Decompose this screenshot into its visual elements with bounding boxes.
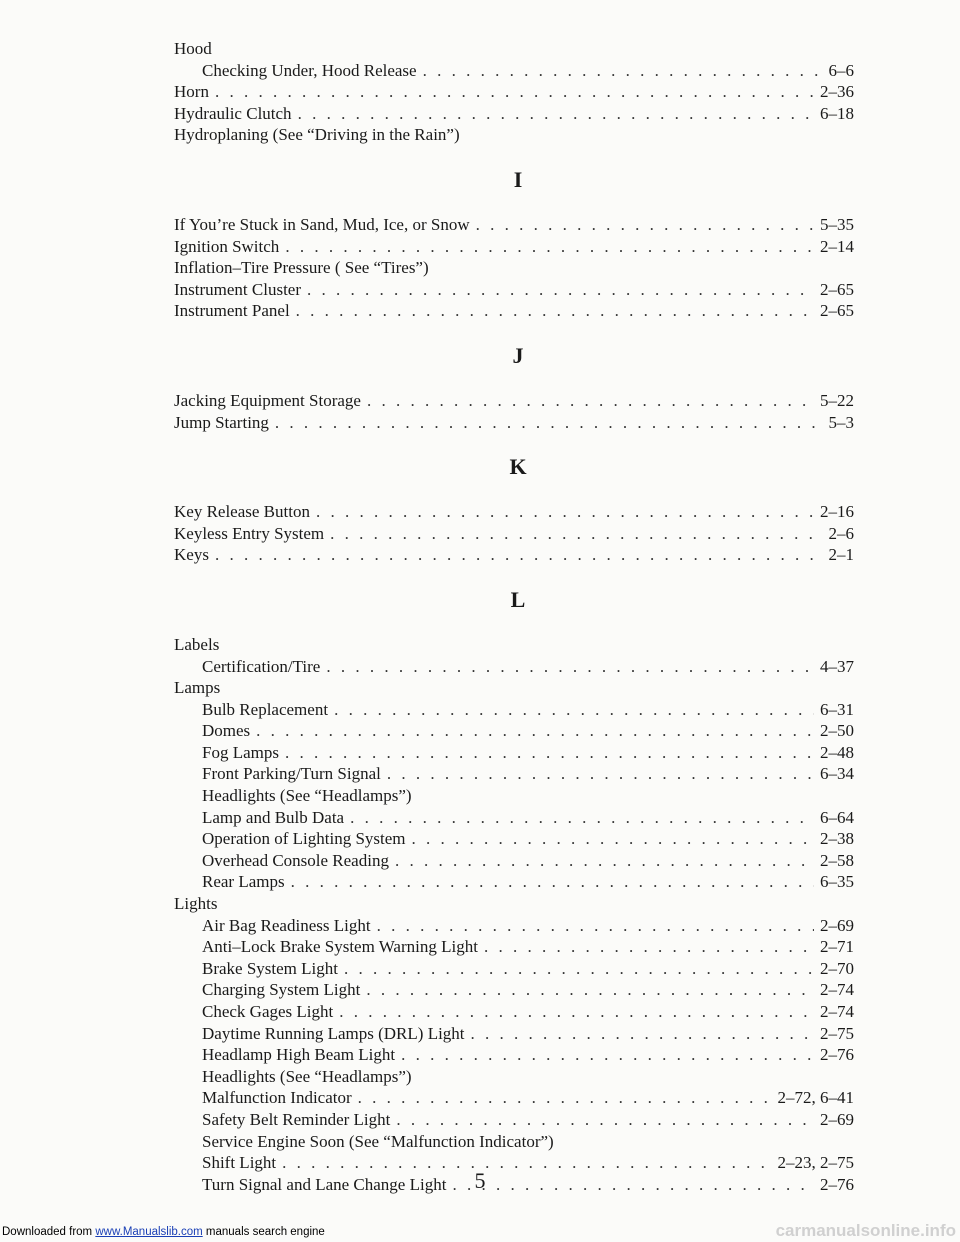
entry-page-ref: 2–14 [820, 236, 854, 256]
section-letter: L [510, 586, 526, 612]
index-entry [174, 523, 854, 545]
dot-leader [285, 742, 814, 764]
dot-leader [423, 60, 823, 82]
entry-page-ref: 2–76 [820, 1045, 854, 1065]
dot-leader [358, 1087, 772, 1109]
entry-text: Check Gages Light [202, 1002, 334, 1021]
index-entry [174, 279, 854, 301]
index-entry [174, 763, 854, 785]
index-entry [174, 828, 854, 850]
dot-leader [326, 656, 814, 678]
index-entry [174, 677, 854, 699]
dot-leader [215, 544, 823, 566]
entry-text: Labels [174, 634, 220, 654]
index-entry [174, 103, 854, 125]
dot-leader [395, 850, 814, 872]
entry-page-ref: 2–16 [820, 502, 854, 522]
entry-text: Operation of Lighting System [202, 829, 406, 849]
entry-text: Checking Under, Hood Release [202, 60, 417, 80]
entry-page-ref: 2–65 [820, 301, 854, 321]
dot-leader [366, 979, 814, 1001]
index-entry [174, 915, 854, 937]
entry-page-ref: 2–36 [820, 82, 854, 102]
dot-leader [471, 1023, 814, 1045]
entry-text: Headlights (See “Headlamps”) [202, 1066, 412, 1086]
entry-page-ref: 2–23, 2–75 [777, 1153, 854, 1173]
dot-leader [377, 915, 814, 937]
entry-text: Keys [174, 545, 209, 565]
entry-page-ref: 2–74 [820, 980, 854, 1000]
dot-leader [396, 1109, 814, 1131]
index-entry [174, 544, 854, 566]
index-entry [174, 38, 854, 60]
entry-text: Bulb Replacement [202, 699, 329, 719]
dot-leader [256, 720, 814, 742]
index-content [174, 38, 854, 1195]
dot-leader [350, 807, 814, 829]
dot-leader [412, 828, 814, 850]
index-entry [174, 1066, 854, 1088]
dot-leader [339, 1001, 814, 1023]
entry-page-ref: 2–71 [820, 937, 854, 957]
entry-page-ref: 5–3 [828, 412, 854, 432]
entry-text: Key Release Button [174, 502, 310, 522]
entry-text: Daytime Running Lamps (DRL) Light [202, 1023, 465, 1043]
entry-page-ref: 4–37 [820, 656, 854, 676]
entry-text: Instrument Panel [174, 301, 290, 321]
entry-text: Fog Lamps [202, 742, 279, 762]
index-entry [174, 214, 854, 236]
dot-leader [307, 279, 814, 301]
index-entry [174, 60, 854, 82]
dot-leader [387, 763, 814, 785]
entry-page-ref: 2–58 [820, 850, 854, 870]
entry-text: Instrument Cluster [174, 279, 302, 299]
entry-page-ref: 2–72, 6–41 [777, 1088, 854, 1108]
index-entry [174, 1087, 854, 1109]
index-entry [174, 958, 854, 980]
entry-text: Headlamp High Beam Light [202, 1045, 396, 1065]
index-entry [174, 893, 854, 915]
entry-text: Certification/Tire [202, 656, 321, 676]
entry-text: If You’re Stuck in Sand, Mud, Ice, or Snow [174, 214, 470, 234]
index-entry [174, 300, 854, 322]
dot-leader [291, 871, 814, 893]
entry-text: Hood [174, 39, 212, 58]
index-entry [174, 807, 854, 829]
entry-page-ref: 6–6 [828, 60, 854, 80]
entry-text: Lamps [174, 678, 221, 698]
entry-page-ref: 2–50 [820, 721, 854, 741]
dot-leader [275, 412, 823, 434]
dot-leader [367, 390, 814, 412]
index-entry [174, 236, 854, 258]
index-entry [174, 1023, 854, 1045]
entry-text: Domes [202, 721, 251, 741]
entry-text: Service Engine Soon (See “Malfunction Indicator”) [202, 1131, 554, 1151]
entry-text: Inflation–Tire Pressure ( See “Tires”) [174, 258, 429, 278]
entry-text: Headlights (See “Headlamps”) [202, 786, 412, 806]
entry-page-ref: 6–35 [820, 872, 854, 892]
index-entry [174, 1044, 854, 1066]
entry-page-ref: 2–70 [820, 958, 854, 978]
entry-text: Overhead Console Reading [202, 850, 389, 870]
download-footer [2, 1226, 325, 1238]
entry-page-ref: 2–76 [820, 1174, 854, 1194]
dot-leader [330, 523, 822, 545]
dot-leader [296, 300, 814, 322]
entry-text: Front Parking/Turn Signal [202, 764, 381, 784]
section-letter: K [509, 454, 527, 480]
entry-page-ref: 6–18 [820, 103, 854, 123]
page-number: 5 [474, 1168, 486, 1193]
entry-text: Jacking Equipment Storage [174, 390, 361, 410]
index-entry [174, 501, 854, 523]
entry-text: Safety Belt Reminder Light [202, 1109, 391, 1129]
index-entry [174, 785, 854, 807]
dot-leader [298, 103, 814, 125]
entry-text: Lamp and Bulb Data [202, 807, 345, 827]
entry-text: Malfunction Indicator [202, 1088, 352, 1108]
entry-page-ref: 6–64 [820, 807, 854, 827]
entry-page-ref: 2–69 [820, 915, 854, 935]
section-letter: I [513, 166, 523, 192]
entry-page-ref: 5–22 [820, 390, 854, 410]
dot-leader [215, 81, 814, 103]
index-entry [174, 1131, 854, 1153]
index-entry [174, 81, 854, 103]
manualslib-link[interactable]: www.Manualslib.com [95, 1226, 203, 1238]
entry-page-ref: 5–35 [820, 214, 854, 234]
dot-leader [484, 936, 814, 958]
entry-text: Horn [174, 82, 209, 102]
index-entry [174, 699, 854, 721]
entry-text: Jump Starting [174, 412, 269, 432]
entry-page-ref: 2–38 [820, 829, 854, 849]
entry-text: Air Bag Readiness Light [202, 915, 371, 935]
entry-text: Hydroplaning (See “Driving in the Rain”) [174, 125, 460, 145]
entry-text: Brake System Light [202, 958, 338, 978]
entry-text: Rear Lamps [202, 872, 285, 892]
dot-leader [285, 236, 814, 258]
watermark-text: carmanualsonline.info [775, 1221, 956, 1240]
index-entry [174, 871, 854, 893]
entry-page-ref: 2–74 [820, 1002, 854, 1021]
footer-suffix-text: manuals search engine [202, 1226, 325, 1238]
index-entry [174, 412, 854, 434]
dot-leader [334, 699, 814, 721]
section-letter: J [512, 342, 524, 368]
index-entry [174, 979, 854, 1001]
entry-text: Hydraulic Clutch [174, 103, 292, 123]
entry-text: Charging System Light [202, 980, 361, 1000]
entry-page-ref: 6–31 [820, 699, 854, 719]
dot-leader [401, 1044, 814, 1066]
index-entry [174, 1109, 854, 1131]
index-entry [174, 1001, 854, 1023]
index-entry [174, 124, 854, 146]
index-entry [174, 720, 854, 742]
entry-page-ref: 2–65 [820, 279, 854, 299]
entry-text: Anti–Lock Brake System Warning Light [202, 937, 478, 957]
entry-page-ref: 2–1 [828, 545, 854, 565]
dot-leader [344, 958, 814, 980]
index-entry [174, 850, 854, 872]
index-entry [174, 936, 854, 958]
index-entry [174, 742, 854, 764]
entry-page-ref: 2–6 [828, 523, 854, 543]
entry-page-ref: 2–75 [820, 1023, 854, 1043]
dot-leader [476, 214, 814, 236]
entry-text: Lights [174, 894, 218, 914]
entry-text: Ignition Switch [174, 236, 280, 256]
index-entry [174, 634, 854, 656]
entry-page-ref: 6–34 [820, 764, 854, 784]
entry-text: Turn Signal and Lane Change Light [202, 1174, 447, 1194]
entry-page-ref: 2–69 [820, 1109, 854, 1129]
index-entry [174, 257, 854, 279]
entry-page-ref: 2–48 [820, 742, 854, 762]
footer-downloaded-text: Downloaded from [2, 1226, 93, 1238]
entry-text: Shift Light [202, 1153, 277, 1173]
dot-leader [316, 501, 814, 523]
index-entry [174, 390, 854, 412]
entry-text: Keyless Entry System [174, 523, 325, 543]
index-entry [174, 656, 854, 678]
